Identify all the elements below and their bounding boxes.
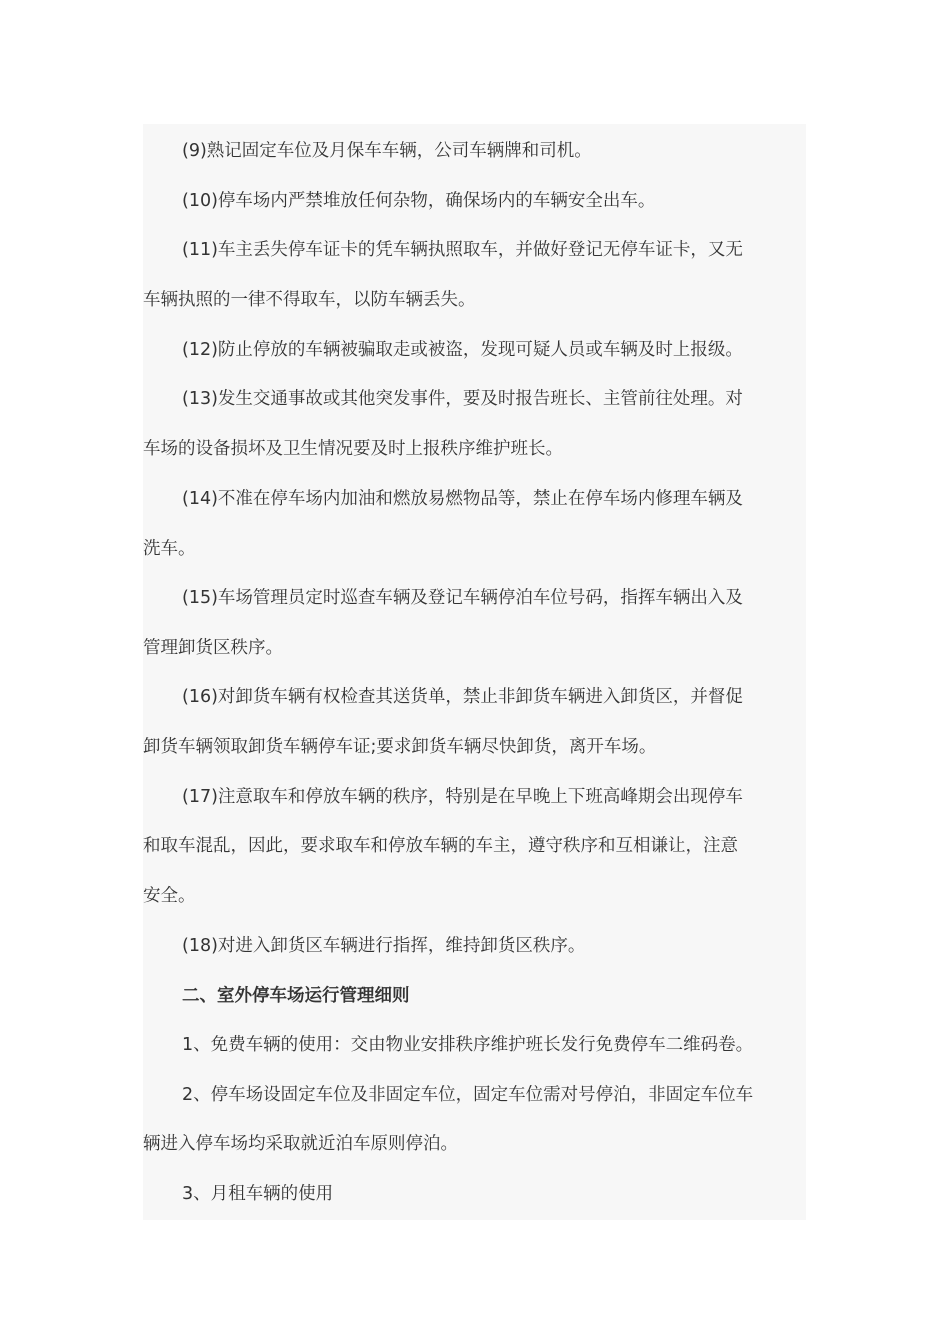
item-1-line-1: 1、免费车辆的使用：交由物业安排秩序维护班长发行免费停车二维码卷。 xyxy=(182,1035,754,1055)
section-heading-outdoor-parking: 二、室外停车场运行管理细则 xyxy=(182,986,410,1006)
paragraph-13-line-2: 车场的设备损坏及卫生情况要及时上报秩序维护班长。 xyxy=(143,439,563,459)
paragraph-16-line-2: 卸货车辆领取卸货车辆停车证;要求卸货车辆尽快卸货，离开车场。 xyxy=(143,737,657,757)
paragraph-14-line-2: 洗车。 xyxy=(143,539,196,559)
paragraph-15-line-1: (15)车场管理员定时巡查车辆及登记车辆停泊车位号码，指挥车辆出入及 xyxy=(182,588,743,608)
paragraph-11-line-2: 车辆执照的一律不得取车，以防车辆丢失。 xyxy=(143,290,476,310)
content-block xyxy=(143,124,806,1220)
paragraph-15-line-2: 管理卸货区秩序。 xyxy=(143,638,283,658)
paragraph-11-line-1: (11)车主丢失停车证卡的凭车辆执照取车，并做好登记无停车证卡，又无 xyxy=(182,240,743,260)
item-3-line-1: 3、月租车辆的使用 xyxy=(182,1184,334,1204)
paragraph-17-line-3: 安全。 xyxy=(143,886,196,906)
paragraph-9-line-1: (9)熟记固定车位及月保车车辆，公司车辆牌和司机。 xyxy=(182,141,592,161)
paragraph-10-line-1: (10)停车场内严禁堆放任何杂物，确保场内的车辆安全出车。 xyxy=(182,191,656,211)
item-2-line-1: 2、停车场设固定车位及非固定车位，固定车位需对号停泊，非固定车位车 xyxy=(182,1085,754,1105)
paragraph-17-line-1: (17)注意取车和停放车辆的秩序，特别是在早晚上下班高峰期会出现停车 xyxy=(182,787,743,807)
paragraph-12-line-1: (12)防止停放的车辆被骗取走或被盗，发现可疑人员或车辆及时上报级。 xyxy=(182,340,743,360)
paragraph-17-line-2: 和取车混乱，因此，要求取车和停放车辆的车主，遵守秩序和互相谦让，注意 xyxy=(143,836,738,856)
paragraph-16-line-1: (16)对卸货车辆有权检查其送货单，禁止非卸货车辆进入卸货区，并督促 xyxy=(182,687,743,707)
paragraph-18-line-1: (18)对进入卸货区车辆进行指挥，维持卸货区秩序。 xyxy=(182,936,586,956)
paragraph-13-line-1: (13)发生交通事故或其他突发事件，要及时报告班长、主管前往处理。对 xyxy=(182,389,743,409)
paragraph-14-line-1: (14)不准在停车场内加油和燃放易燃物品等，禁止在停车场内修理车辆及 xyxy=(182,489,743,509)
item-2-line-2: 辆进入停车场均采取就近泊车原则停泊。 xyxy=(143,1134,458,1154)
